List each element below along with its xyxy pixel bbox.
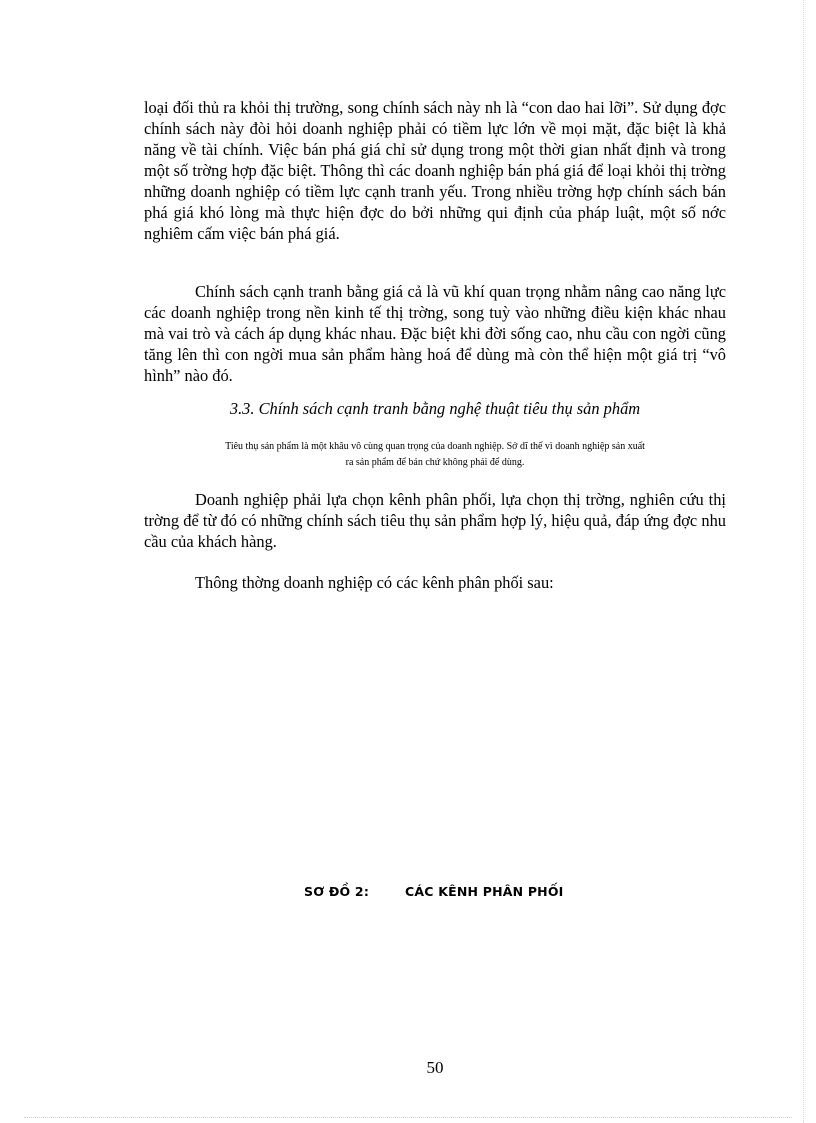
body-paragraph-3: Doanh nghiệp phải lựa chọn kênh phân phối, lựa chọn thị trờng, nghiên cứu thị trờng để từ đó có những chính sách tiêu thụ sản phẩm hợp lý, hiệu quả, đáp ứng đợc nhu cầu của khách hàng.: [144, 490, 726, 551]
page-number: 50: [426, 1058, 444, 1077]
small-note-line-2: ra sản phẩm để bán chứ không phải để dùng.: [345, 457, 525, 468]
diagram-caption: [304, 884, 564, 899]
small-note-line-1: Tiêu thụ sản phẩm là một khâu vô cùng quan trọng của doanh nghiệp. Sở dĩ thế vì doanh nghiệp sản xuất: [225, 441, 645, 452]
body-paragraph-4: Thông thờng doanh nghiệp có các kênh phân phối sau:: [195, 573, 554, 592]
small-note: [144, 439, 726, 471]
body-paragraph-1: loại đối thủ ra khỏi thị trường, song chính sách này nh là “con dao hai lỡi”. Sử dụng đợc chính sách này đòi hỏi doanh nghiệp phải có tiềm lực lớn về mọi mặt, đặc biệt là khả năng về tài chính. Việc bán phá giá chỉ sử dụng trong một thời gian nhất định và trong một số trờng hợp đặc biệt. Thông thì các doanh nghiệp bán phá giá để loại khỏi thị trờng những doanh nghiệp có tiềm lực cạnh tranh yếu. Trong nhiều trờng hợp chính sách bán phá giá khó lòng mà thực hiện đợc do bởi những qui định của pháp luật, một số nớc nghiêm cấm việc bán phá giá.: [144, 98, 726, 243]
bottom-divider: [24, 1117, 792, 1118]
right-edge-divider: [803, 0, 804, 1123]
diagram-title: CÁC KÊNH PHÂN PHỐI: [405, 884, 564, 899]
diagram-label: SƠ ĐỒ 2:: [304, 884, 370, 899]
body-paragraph-2: Chính sách cạnh tranh bằng giá cả là vũ khí quan trọng nhằm nâng cao năng lực các doanh nghiệp trong nền kinh tế thị trờng, song tuỳ vào những điều kiện khác nhau mà vai trò và cách áp dụng khác nhau. Đặc biệt khi đời sống cao, nhu cầu con ngời cũng tăng lên thì con ngời mua sản phẩm hàng hoá để dùng mà còn thể hiện một giá trị “vô hình” nào đó.: [144, 282, 726, 385]
section-heading: 3.3. Chính sách cạnh tranh bằng nghệ thuật tiêu thụ sản phẩm: [229, 399, 641, 418]
